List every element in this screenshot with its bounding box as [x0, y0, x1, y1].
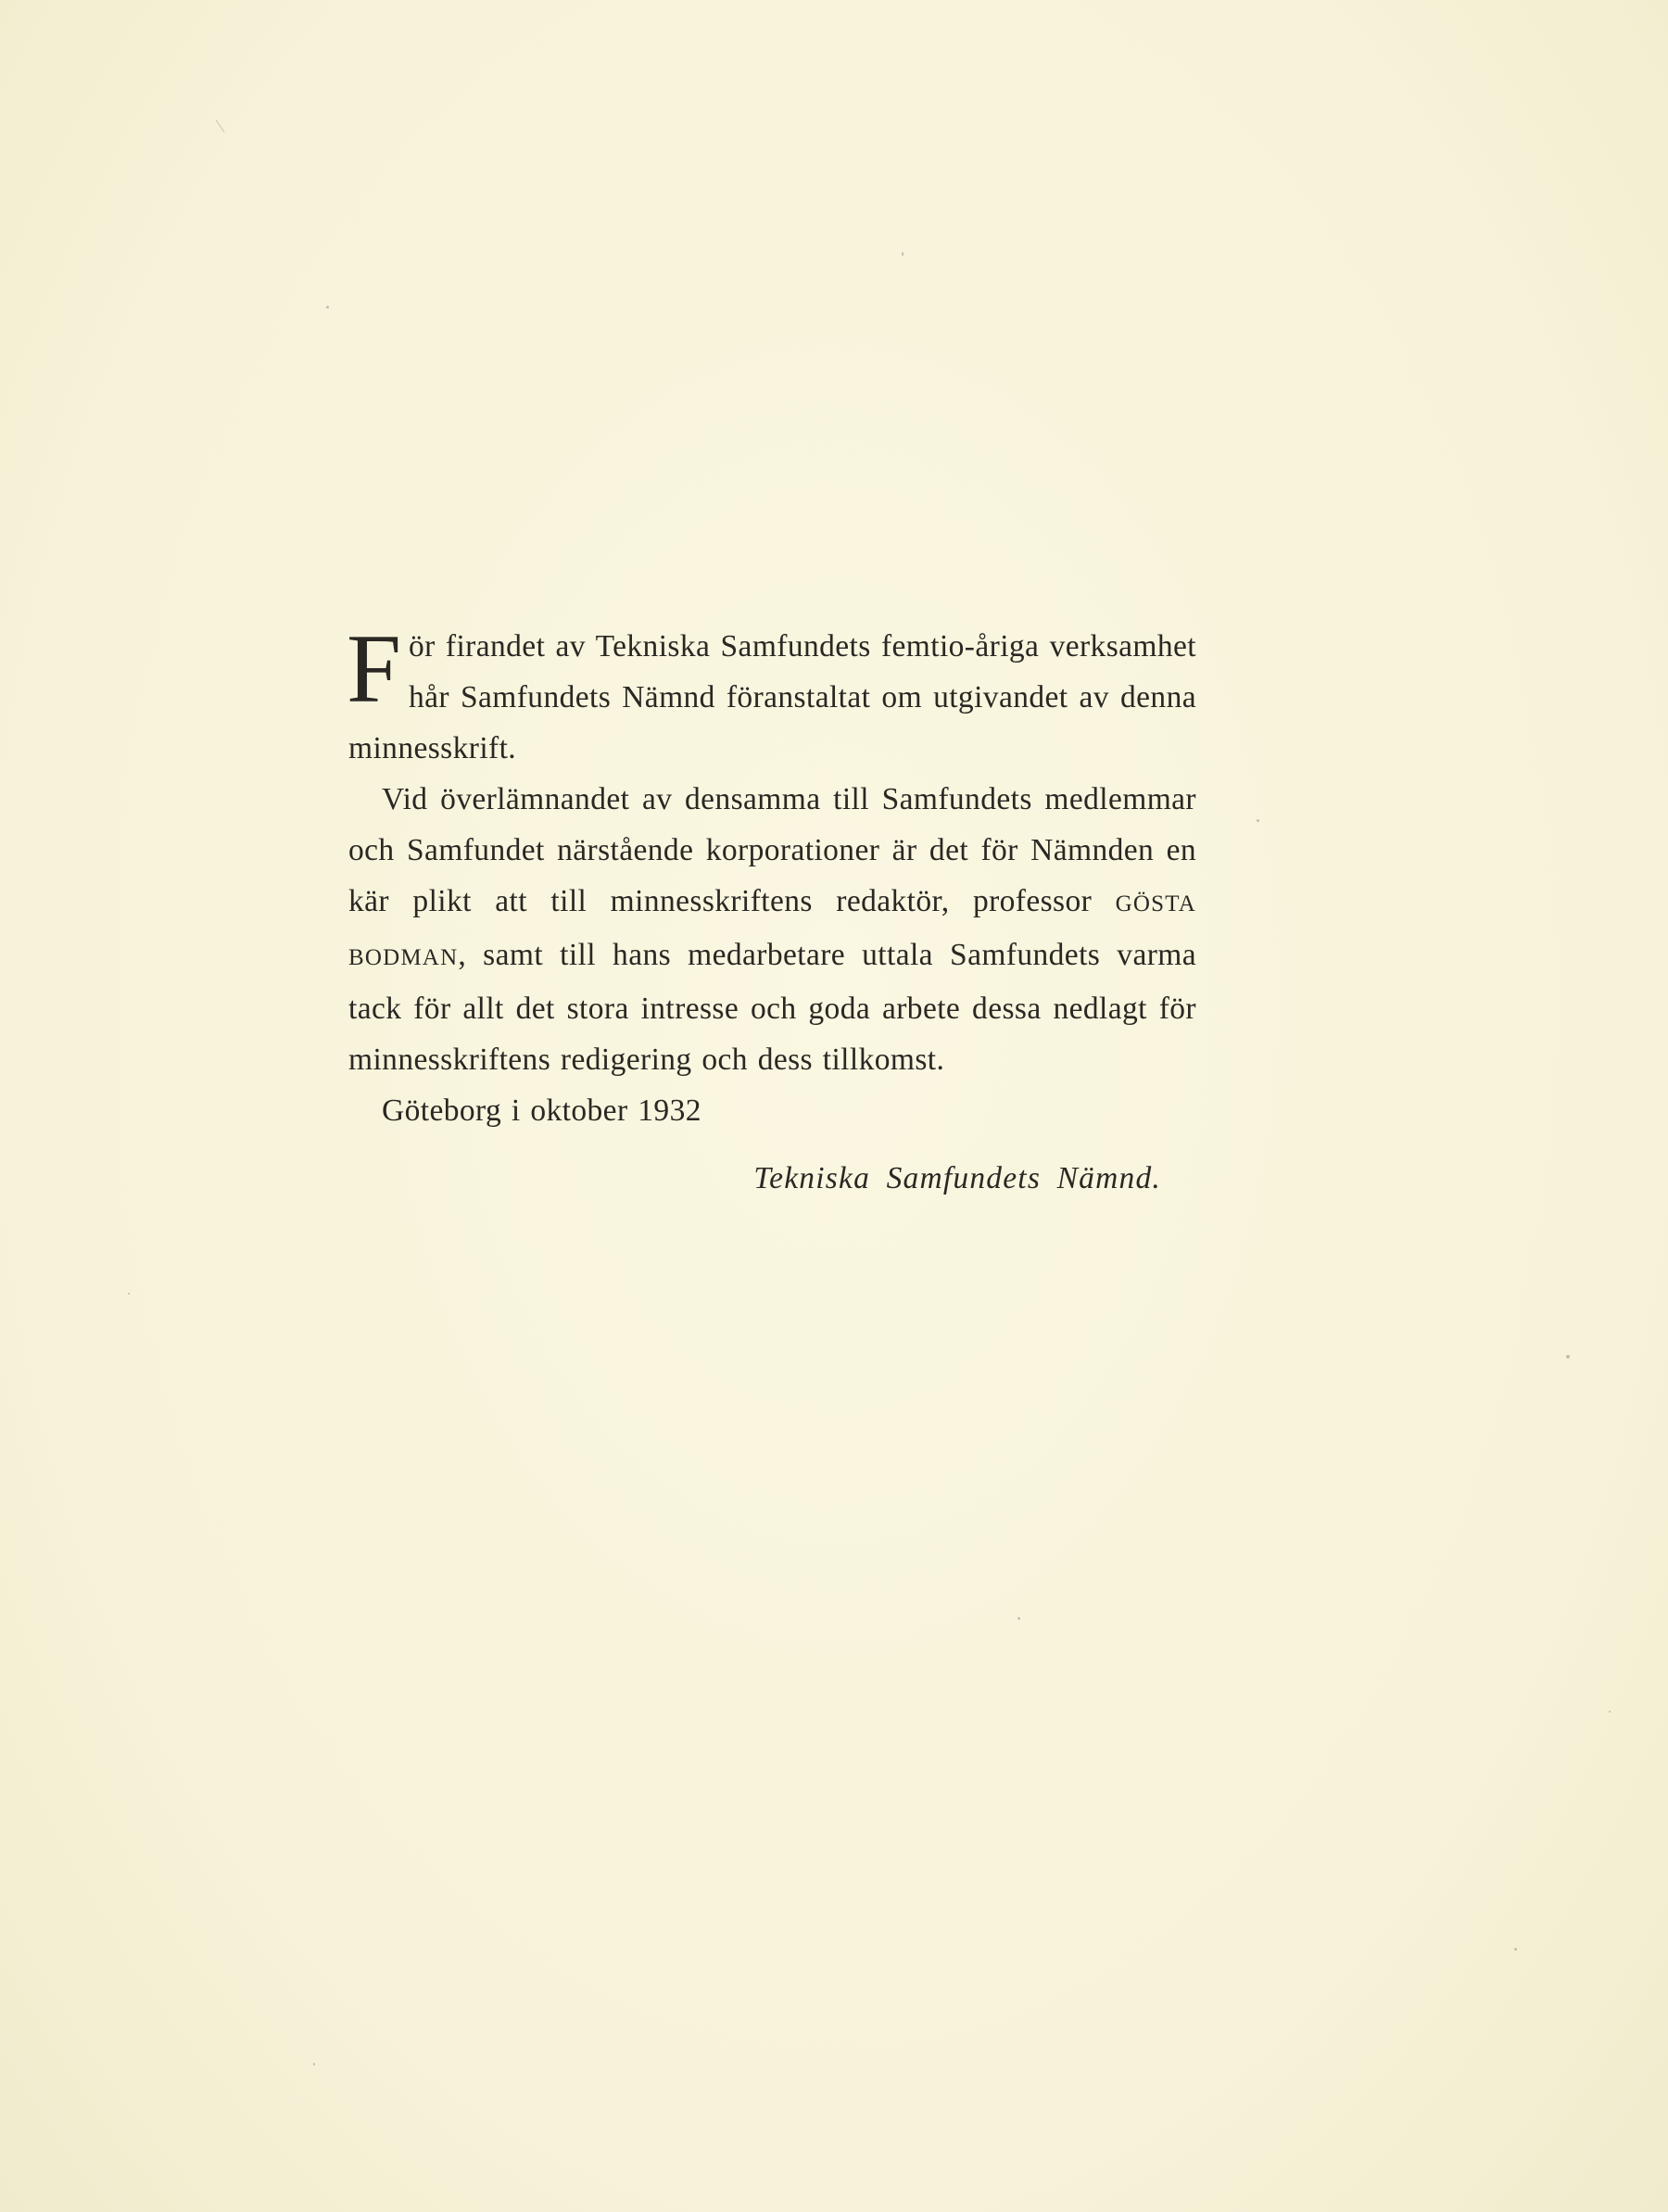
paper-scratch — [216, 120, 225, 133]
editor-name: GÖSTA BODMAN — [348, 891, 1196, 970]
place-and-date: Göteborg i oktober 1932 — [382, 1093, 701, 1128]
paper-speck — [1514, 1948, 1517, 1951]
drop-cap-initial: F — [347, 614, 401, 723]
signature: Tekniska Samfundets Nämnd. — [753, 1161, 1161, 1195]
paper-speck — [1017, 1617, 1020, 1620]
paper-speck — [1257, 819, 1259, 822]
paper-speck — [128, 1293, 130, 1295]
thanks-paragraph-end: , samt till hans medarbetare uttala Samfundets varma tack för allt det stora intresse och goda arbete dessa nedlagt för minnesskriftens redigering och dess tillkomst. — [348, 938, 1196, 1077]
paper-speck — [313, 2063, 315, 2066]
paper-speck — [326, 306, 329, 309]
paper-speck — [1609, 1711, 1611, 1713]
opening-paragraph — [347, 614, 1196, 774]
thanks-paragraph — [348, 774, 1196, 1085]
thanks-paragraph-start: Vid överlämnandet av densamma till Samfundets medlemmar och Samfundet närstående korporationer är det för Nämnden en kär plikt att till minnesskriftens redaktör, professor — [348, 782, 1196, 918]
paper-speck — [902, 252, 904, 256]
opening-paragraph-text: ör firandet av Tekniska Samfundets femtio-åriga verksamhet hår Samfundets Nämnd föranstaltat om utgivandet av denna minnesskrift. — [348, 629, 1196, 765]
paper-speck — [1566, 1355, 1570, 1359]
dedication-text — [347, 614, 1196, 1204]
